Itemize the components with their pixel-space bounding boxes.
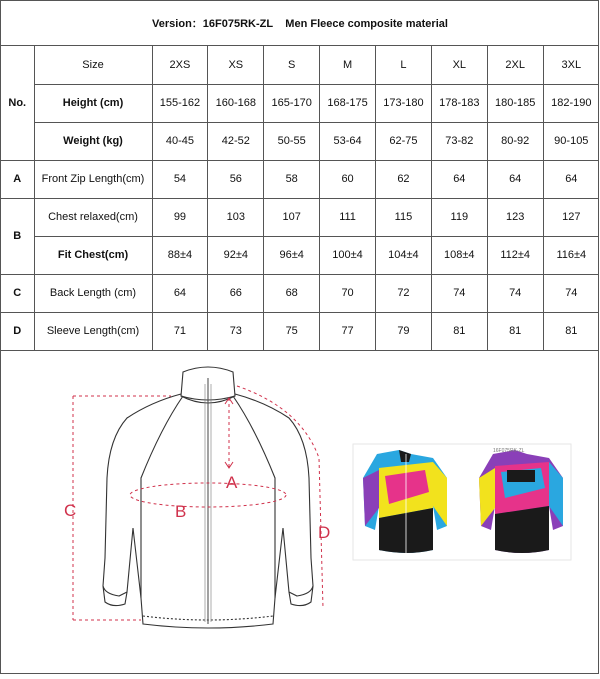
cell: 64 [152,274,208,312]
row-label: Chest relaxed(cm) [34,198,152,236]
label-a: A [226,473,238,492]
cell: 111 [320,198,376,236]
label-b: B [175,502,187,521]
cell: 173-180 [376,84,432,122]
table-row [1,46,599,84]
cell: 108±4 [431,236,487,274]
cell: 58 [264,160,320,198]
row-code: C [1,274,34,312]
cell: 73 [208,312,264,350]
cell: 64 [543,160,599,198]
cell: 66 [208,274,264,312]
cell: 80-92 [487,122,543,160]
cell: 160-168 [208,84,264,122]
measurement-figure [1,358,599,674]
cell: 72 [376,274,432,312]
row-label: Height (cm) [34,84,152,122]
table-row [1,160,599,198]
sheet-title: Version：16F075RK-ZL Men Fleece composite material [1,1,599,46]
cell: 96±4 [264,236,320,274]
cell: 75 [264,312,320,350]
label-d: D [318,523,331,542]
row-label: Sleeve Length(cm) [34,312,152,350]
cell: 99 [152,198,208,236]
cell: 127 [543,198,599,236]
cell: 74 [487,274,543,312]
cell: 81 [487,312,543,350]
cell: 56 [208,160,264,198]
cell: 81 [543,312,599,350]
cell: 3XL [543,46,599,84]
table-row [1,84,599,122]
product-preview [353,444,571,560]
cell: 60 [320,160,376,198]
table-row [1,122,599,160]
cell: 112±4 [487,236,543,274]
cell: M [320,46,376,84]
cell: 42-52 [208,122,264,160]
cell: 53-64 [320,122,376,160]
guide-d-line [237,386,323,608]
cell: 54 [152,160,208,198]
preview-caption: 16F075RK-ZL [493,448,525,454]
cell: 50-55 [264,122,320,160]
measurement-guides [73,386,323,620]
cell: 71 [152,312,208,350]
cell: 180-185 [487,84,543,122]
cell: 77 [320,312,376,350]
table-row [1,274,599,312]
cell: 88±4 [152,236,208,274]
cell: 64 [487,160,543,198]
cell: L [376,46,432,84]
row-code: B [1,198,34,274]
row-label: Size [34,46,152,84]
cell: 107 [264,198,320,236]
cell: 81 [431,312,487,350]
cell: S [264,46,320,84]
cell: 70 [320,274,376,312]
table-row [1,236,599,274]
cell: 79 [376,312,432,350]
cell: 2XS [152,46,208,84]
cell: 103 [208,198,264,236]
cell: 100±4 [320,236,376,274]
label-c: C [64,501,77,520]
cell: 73-82 [431,122,487,160]
no-header: No. [1,46,34,160]
cell: 123 [487,198,543,236]
cell: 168-175 [320,84,376,122]
table-row [1,312,599,350]
cell: 62 [376,160,432,198]
cell: 40-45 [152,122,208,160]
jacket-diagram [1,358,599,674]
jacket-outline [103,367,313,628]
cell: 115 [376,198,432,236]
table-row [1,198,599,236]
row-label: Front Zip Length(cm) [34,160,152,198]
cell: 68 [264,274,320,312]
cell: 165-170 [264,84,320,122]
cell: 116±4 [543,236,599,274]
row-code: D [1,312,34,350]
row-label: Back Length (cm) [34,274,152,312]
cell: 64 [431,160,487,198]
cell: 2XL [487,46,543,84]
row-label: Fit Chest(cm) [34,236,152,274]
row-code: A [1,160,34,198]
cell: 62-75 [376,122,432,160]
row-label: Weight (kg) [34,122,152,160]
size-table [1,46,599,351]
cell: 104±4 [376,236,432,274]
cell: 74 [431,274,487,312]
cell: XS [208,46,264,84]
cell: 155-162 [152,84,208,122]
cell: XL [431,46,487,84]
cell: 74 [543,274,599,312]
cell: 119 [431,198,487,236]
cell: 90-105 [543,122,599,160]
cell: 178-183 [431,84,487,122]
cell: 182-190 [543,84,599,122]
cell: 92±4 [208,236,264,274]
